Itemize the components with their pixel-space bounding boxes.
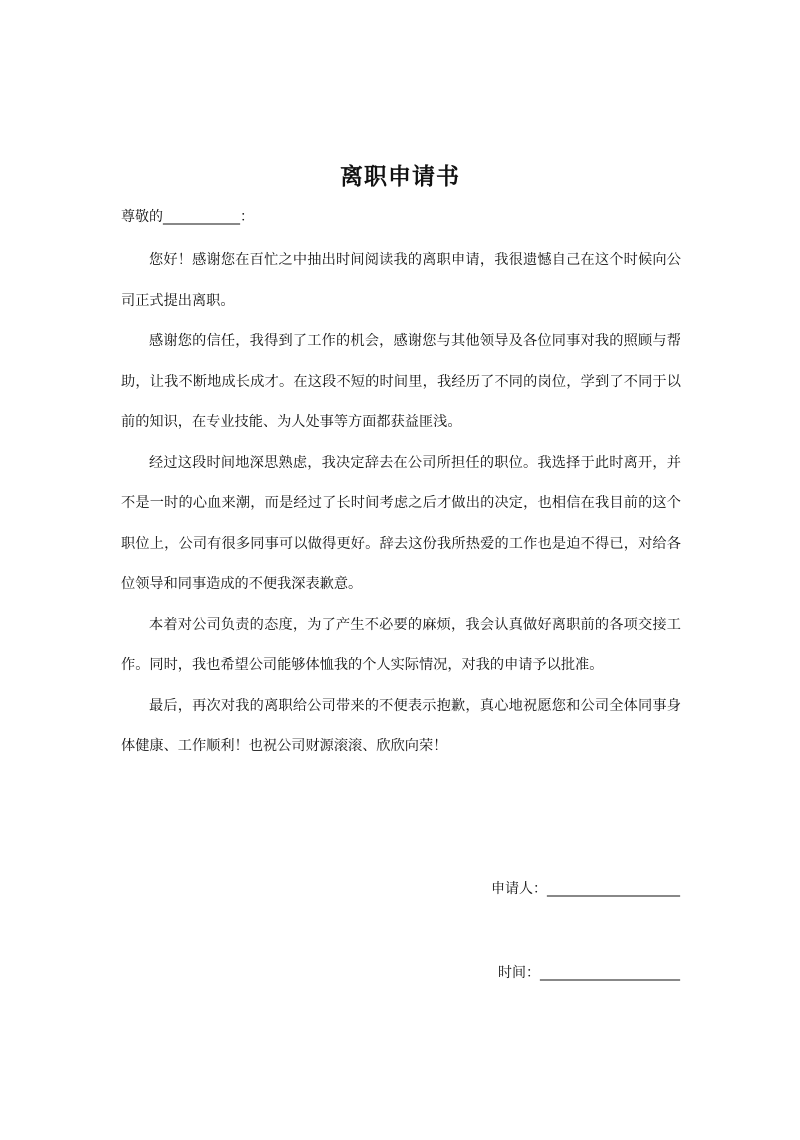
paragraph-gratitude: 感谢您的信任，我得到了工作的机会，感谢您与其他领导及各位同事对我的照顾与帮助，让我不断地成长成才。在这段不短的时间里，我经历了不同的岗位，学到了不同于以前的知识，在专业技能、为人处事等方面都获益匪浅。 [121,333,681,430]
paragraph-handover: 本着对公司负责的态度，为了产生不必要的麻烦，我会认真做好离职前的各项交接工作。同时，我也希望公司能够体恤我的个人实际情况，对我的申请予以批准。 [121,616,681,673]
document-title: 离职申请书 [340,164,460,190]
letter-body [121,240,681,767]
date-line: 时间：____________________ [498,965,680,981]
paragraph-closing: 最后，再次对我的离职给公司带来的不便表示抱歉，真心地祝愿您和公司全体同事身体健康、工作顺利！也祝公司财源滚滚、欣欣向荣！ [121,697,681,754]
paragraph-decision: 经过这段时间地深思熟虑，我决定辞去在公司所担任的职位。我选择于此时离开，并不是一时的心血来潮，而是经过了长时间考虑之后才做出的决定，也相信在我目前的这个职位上，公司有很多同事可以做得更好。辞去这份我所热爱的工作也是迫不得已，对给各位领导和同事造成的不便我深表歉意。 [121,454,681,592]
salutation: 尊敬的___________： [121,209,254,225]
paragraph-greeting: 您好！感谢您在百忙之中抽出时间阅读我的离职申请，我很遗憾自己在这个时候向公司正式提出离职。 [121,252,681,309]
applicant-signature-line: 申请人：___________________ [491,881,680,897]
